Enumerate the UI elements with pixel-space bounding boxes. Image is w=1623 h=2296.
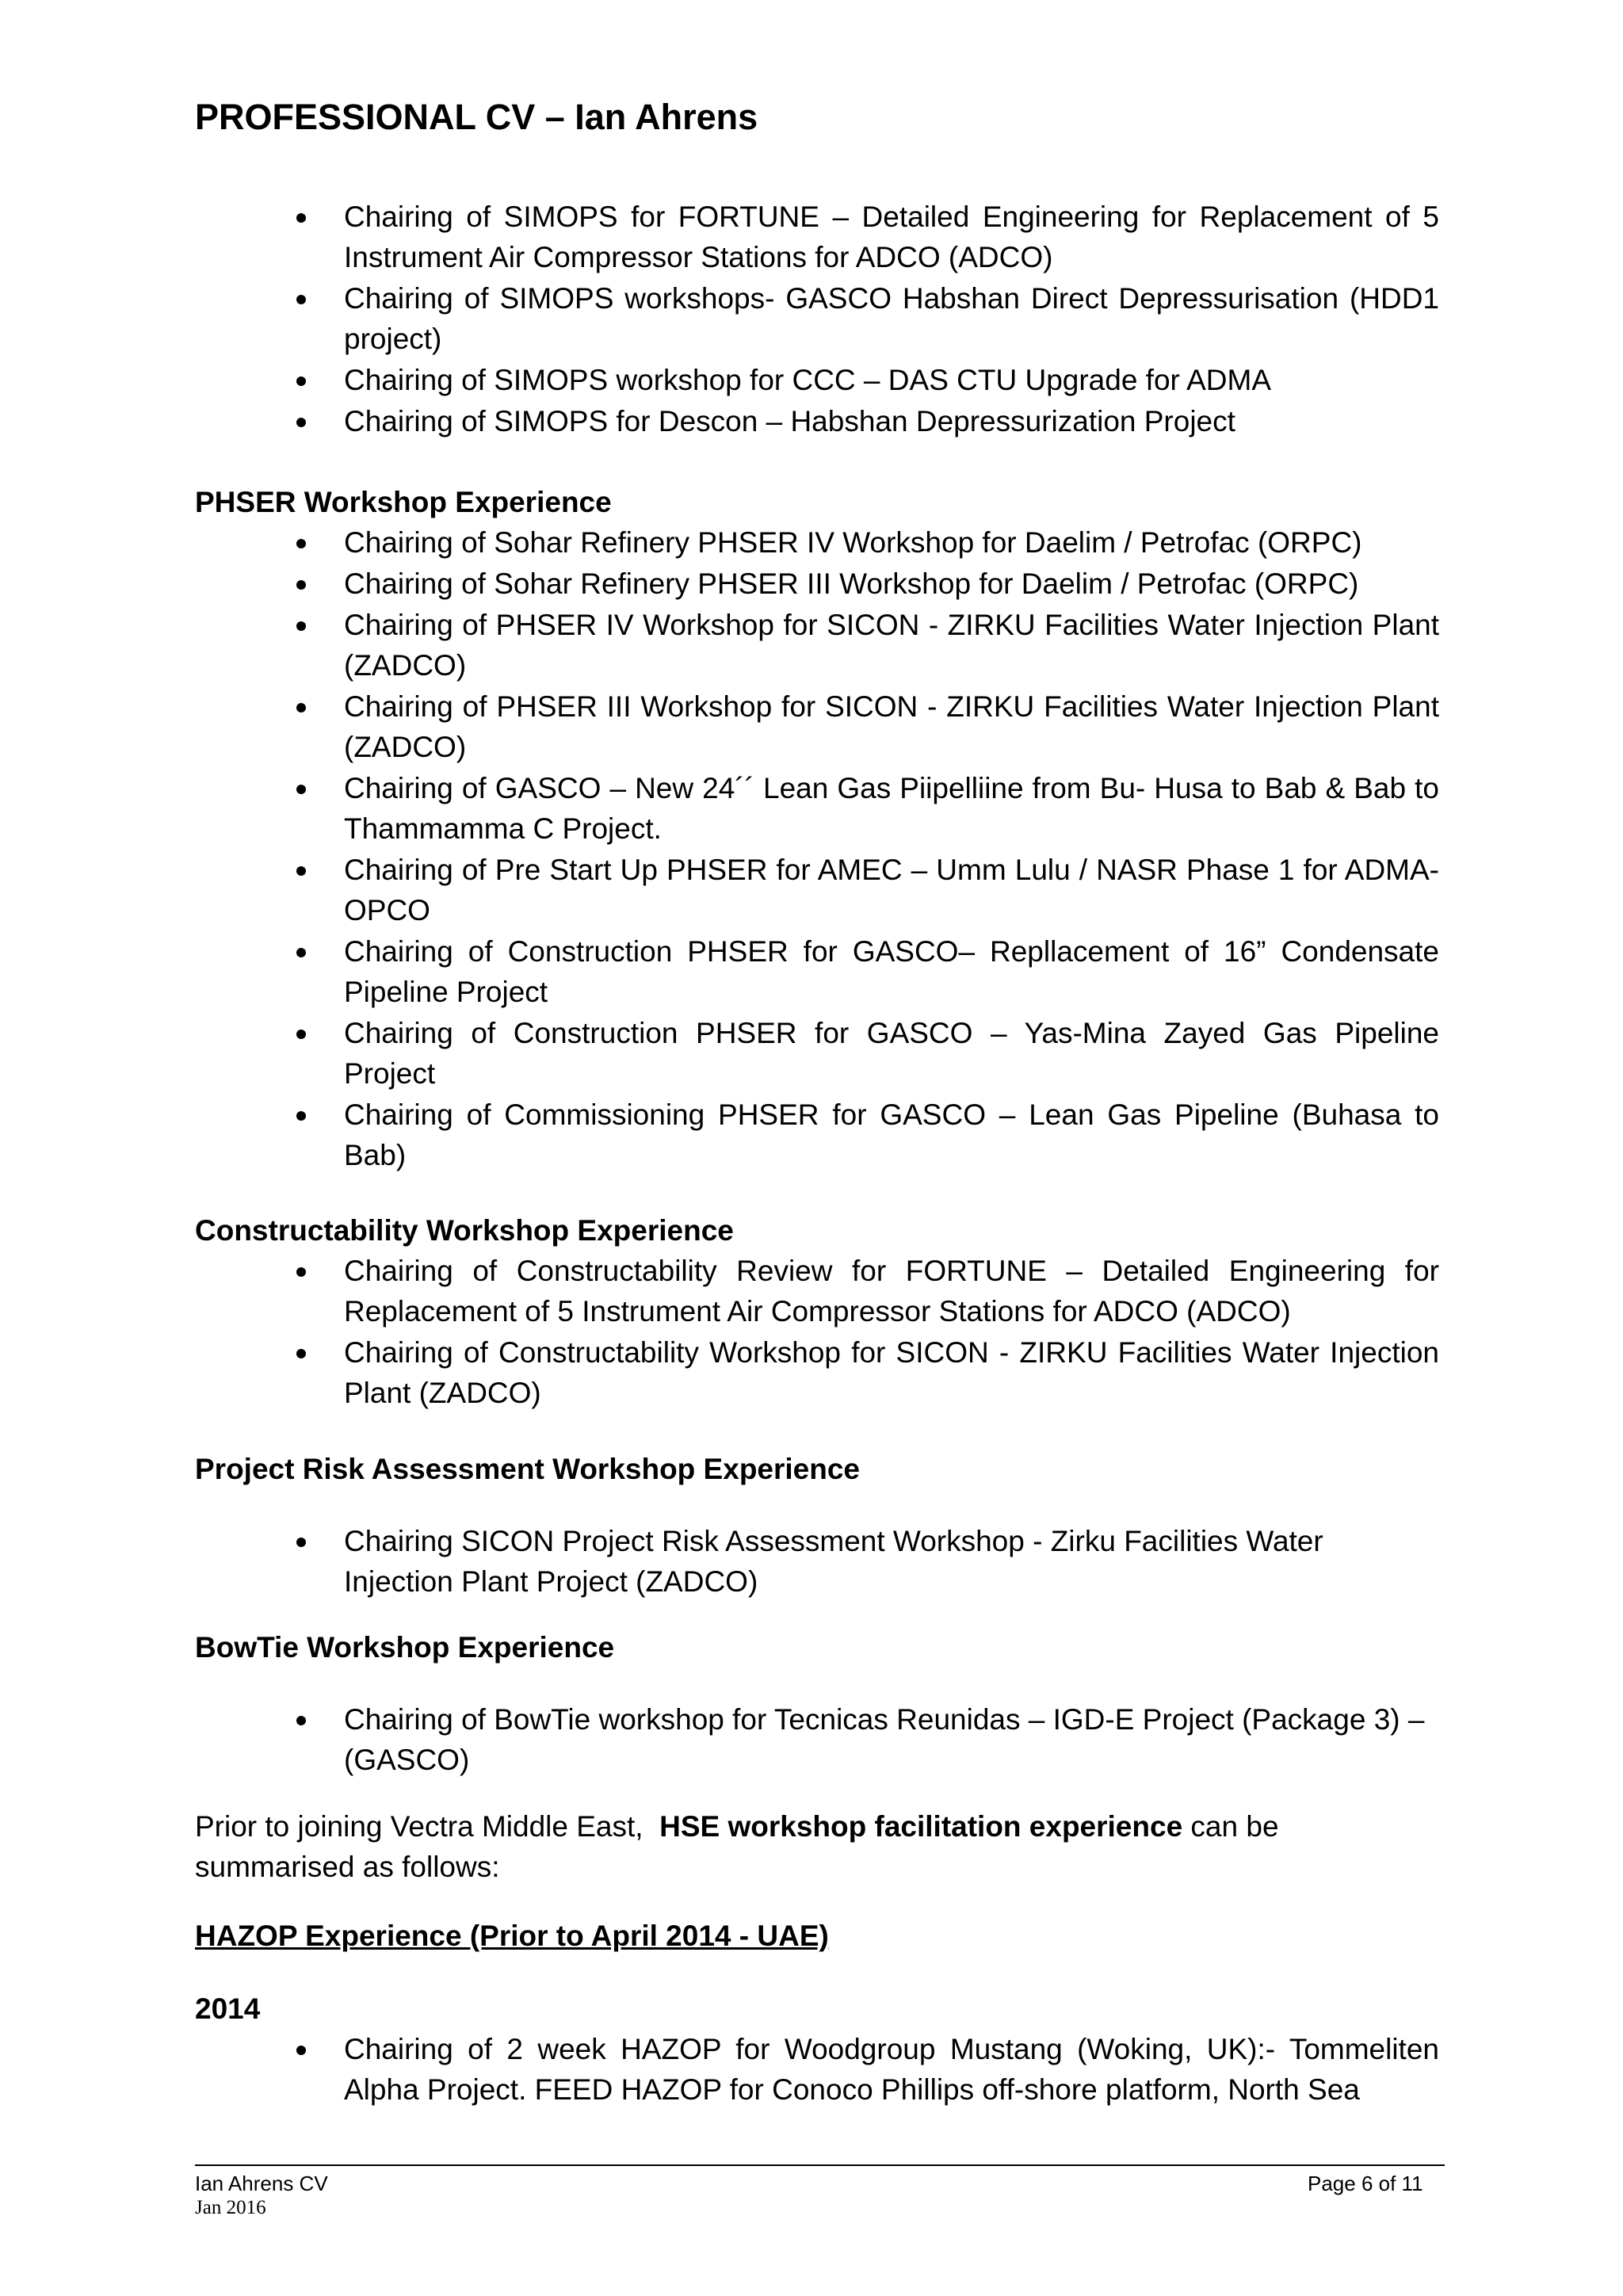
list-item-text: Chairing of Construction PHSER for GASCO– Repllacement of 16” Condensate Pipeline Project (344, 935, 1439, 1008)
footer-date: Jan 2016 (195, 2197, 266, 2218)
section-heading: Constructability Workshop Experience (195, 1214, 734, 1247)
list-item (195, 278, 1439, 359)
simops-section (195, 197, 1439, 442)
paragraph-text-start: Prior to joining Vectra Middle East, (195, 1810, 660, 1843)
list-item-text: Chairing of PHSER IV Workshop for SICON - ZIRKU Facilities Water Injection Plant (ZADCO) (344, 609, 1439, 682)
footer-document-name: Ian Ahrens CV (195, 2172, 328, 2195)
list-item (195, 1251, 1439, 1331)
bullet-icon (296, 376, 306, 386)
year-heading: 2014 (195, 1992, 261, 2025)
paragraph-text-end: can be summarised as follows: (195, 1810, 1279, 1883)
risk-list (195, 1521, 1439, 1602)
bullet-icon (296, 866, 306, 876)
section-heading: HAZOP Experience (Prior to April 2014 - UAE) (195, 1920, 829, 1952)
bullet-icon (296, 1111, 306, 1121)
paragraph-text (195, 1806, 1336, 1887)
list-item (195, 563, 1439, 604)
list-item (195, 768, 1439, 849)
bullet-icon (296, 1349, 306, 1358)
bullet-icon (296, 785, 306, 794)
bullet-icon (296, 1030, 306, 1039)
list-item (195, 1095, 1439, 1175)
simops-list (195, 197, 1439, 441)
list-item-text: Chairing of SIMOPS for Descon – Habshan Depressurization Project (344, 405, 1235, 437)
list-item-text: Chairing of Sohar Refinery PHSER III Workshop for Daelim / Petrofac (ORPC) (344, 567, 1359, 600)
bullet-icon (296, 418, 306, 427)
list-item-text: Chairing of Pre Start Up PHSER for AMEC – Umm Lulu / NASR Phase 1 for ADMA-OPCO (344, 854, 1439, 926)
list-item-text: Chairing SICON Project Risk Assessment Workshop - Zirku Facilities Water Injection Plant Project (ZADCO) (344, 1525, 1323, 1598)
bullet-icon (296, 621, 306, 631)
list-item-text: Chairing of Commissioning PHSER for GASCO – Lean Gas Pipeline (Buhasa to Bab) (344, 1098, 1439, 1171)
bullet-icon (296, 948, 306, 957)
list-item-text: Chairing of SIMOPS workshop for CCC – DAS CTU Upgrade for ADMA (344, 364, 1271, 396)
list-item (195, 605, 1439, 686)
list-item-text: Chairing of BowTie workshop for Tecnicas Reunidas – IGD-E Project (Package 3) – (GASCO) (344, 1703, 1425, 1776)
bullet-icon (296, 580, 306, 590)
list-item-text: Chairing of SIMOPS for FORTUNE – Detailed Engineering for Replacement of 5 Instrument Air Compressor Stations for ADCO (ADCO) (344, 201, 1439, 273)
bowtie-list (195, 1699, 1439, 1780)
list-item-text: Chairing of SIMOPS workshops- GASCO Habshan Direct Depressurisation (HDD1 project) (344, 282, 1439, 355)
constructability-section (195, 1210, 1439, 1414)
bullet-icon (296, 703, 306, 712)
list-item-text: Chairing of PHSER III Workshop for SICON - ZIRKU Facilities Water Injection Plant (ZADCO) (344, 690, 1439, 763)
list-item-text: Chairing of 2 week HAZOP for Woodgroup Mustang (Woking, UK):- Tommeliten Alpha Project. FEED HAZOP for Conoco Phillips off-shore platform, North Sea (344, 2033, 1439, 2106)
hazop-list (195, 2029, 1439, 2110)
section-heading: Project Risk Assessment Workshop Experience (195, 1453, 861, 1485)
list-item (195, 686, 1439, 767)
bullet-icon (296, 1267, 306, 1277)
bullet-icon (296, 295, 306, 304)
footer-page-number: Page 6 of 11 (1308, 2172, 1423, 2195)
list-item (195, 1699, 1439, 1780)
section-heading: PHSER Workshop Experience (195, 486, 612, 518)
list-item (195, 1332, 1439, 1413)
bullet-icon (296, 213, 306, 223)
list-item-text: Chairing of GASCO – New 24´´ Lean Gas Piipelliine from Bu- Husa to Bab & Bab to Thammamma C Project. (344, 772, 1439, 845)
list-item (195, 931, 1439, 1012)
bullet-icon (296, 2046, 306, 2055)
list-item (195, 522, 1439, 563)
paragraph-emphasis: HSE workshop facilitation experience (659, 1810, 1183, 1843)
list-item (195, 1013, 1439, 1094)
constructability-list (195, 1251, 1439, 1413)
phser-list (195, 522, 1439, 1175)
list-item-text: Chairing of Constructability Review for FORTUNE – Detailed Engineering for Replacement of 5 Instrument Air Compressor Stations for ADCO (ADCO) (344, 1255, 1439, 1328)
list-item (195, 1521, 1439, 1602)
list-item (195, 197, 1439, 277)
risk-section (195, 1449, 1439, 1603)
list-item (195, 401, 1439, 441)
prior-experience-paragraph (195, 1806, 1336, 1887)
list-item-text: Chairing of Sohar Refinery PHSER IV Workshop for Daelim / Petrofac (ORPC) (344, 526, 1362, 559)
list-item-text: Chairing of Constructability Workshop for SICON - ZIRKU Facilities Water Injection Plant (ZADCO) (344, 1336, 1439, 1409)
list-item (195, 850, 1439, 930)
bullet-icon (296, 1538, 306, 1547)
bowtie-section (195, 1627, 1439, 1781)
bullet-icon (296, 539, 306, 548)
page-title: PROFESSIONAL CV – Ian Ahrens (195, 97, 758, 137)
hazop-section (195, 1916, 1439, 2111)
footer-divider (195, 2164, 1445, 2166)
phser-section (195, 482, 1439, 1176)
list-item-text: Chairing of Construction PHSER for GASCO – Yas-Mina Zayed Gas Pipeline Project (344, 1017, 1439, 1090)
list-item (195, 2029, 1439, 2110)
section-heading: BowTie Workshop Experience (195, 1631, 615, 1664)
list-item (195, 360, 1439, 400)
bullet-icon (296, 1716, 306, 1725)
